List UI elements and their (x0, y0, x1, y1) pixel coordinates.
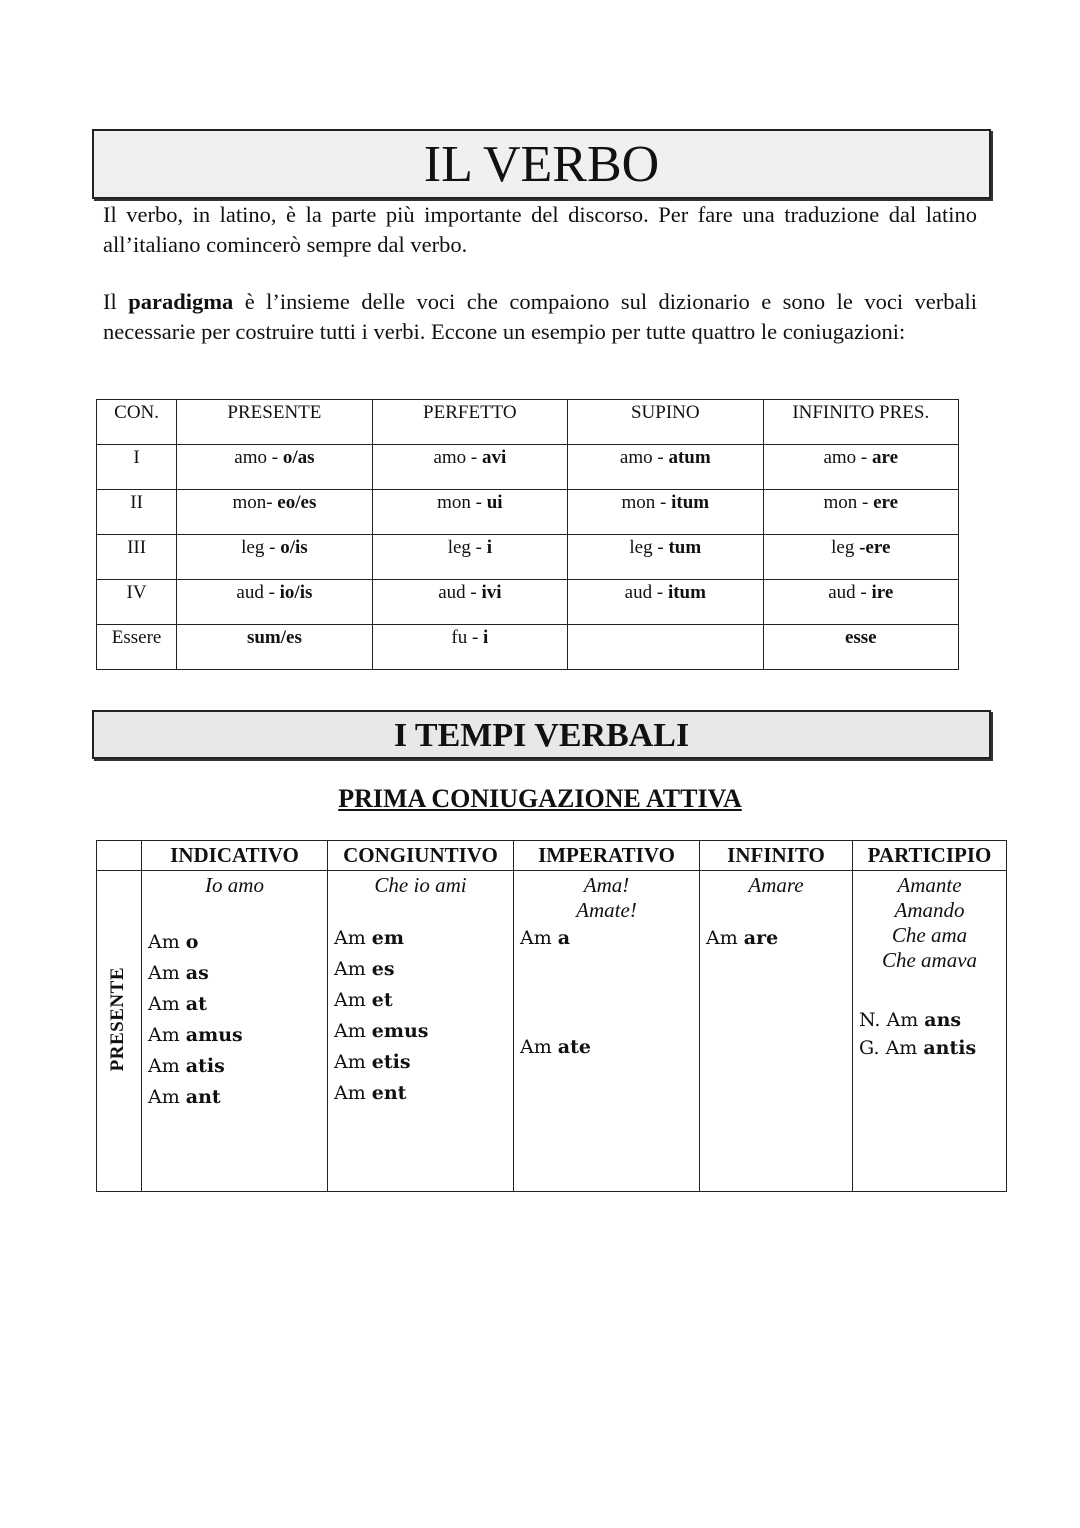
verb-form: Am ate (520, 1036, 591, 1058)
subtitle: PRIMA CONIUGAZIONE ATTIVA (338, 784, 742, 813)
paradigm-cell: leg - tum (568, 535, 763, 580)
intro-paragraph: Il verbo, in latino, è la parte più importante del discorso. Per fare una traduzione dal latino all’italiano comincerò sempre dal verbo. (103, 202, 977, 257)
page-title: IL VERBO (423, 136, 660, 193)
row-label: PRESENTE (107, 967, 128, 1072)
paradigma-pre: Il (103, 289, 129, 314)
header-presente: PRESENTE (177, 400, 372, 445)
title-box (92, 129, 991, 199)
verb-form: G. Am antis (859, 1037, 977, 1059)
paradigm-cell: amo - atum (568, 445, 763, 490)
header-imperativo: IMPERATIVO (514, 841, 700, 871)
imperativo-cell (514, 871, 700, 1192)
verb-form: Am at (148, 993, 207, 1015)
header-participio: PARTICIPIO (853, 841, 1007, 871)
verb-form: Am atis (148, 1055, 225, 1077)
paradigm-cell: amo - o/as (177, 445, 372, 490)
infinito-cell (700, 871, 853, 1192)
paradigm-cell: mon - ui (372, 490, 567, 535)
paradigm-table (96, 399, 959, 670)
paradigm-row (97, 445, 959, 490)
paradigm-cell: amo - are (763, 445, 958, 490)
paradigma-paragraph (103, 287, 977, 346)
con-label: II (97, 490, 177, 535)
verb-forms (328, 923, 513, 1109)
header-supino: SUPINO (568, 400, 763, 445)
paradigm-cell: amo - avi (372, 445, 567, 490)
conjugation-header-row (97, 841, 1007, 871)
translation: Amando (894, 898, 965, 922)
participio-cell (853, 871, 1007, 1192)
verb-forms (142, 927, 327, 1113)
paradigm-cell: mon- eo/es (177, 490, 372, 535)
paradigm-cell (568, 625, 763, 670)
verb-form: Am et (334, 989, 393, 1011)
header-perfetto: PERFETTO (372, 400, 567, 445)
verb-form: Am as (148, 962, 209, 984)
translation: Amare (748, 873, 804, 897)
indicativo-cell (142, 871, 328, 1192)
paradigm-cell: aud - itum (568, 580, 763, 625)
verb-form: Am emus (334, 1020, 429, 1042)
paradigm-cell: mon - ere (763, 490, 958, 535)
paradigm-cell: leg - o/is (177, 535, 372, 580)
corner-cell (97, 841, 142, 871)
header-indicativo: INDICATIVO (142, 841, 328, 871)
paradigma-post: è l’insieme delle voci che compaiono sul dizionario e sono le voci verbali necessarie per costruire tutti i verbi. Eccone un esempio per tutte quattro le coniugazioni: (103, 289, 978, 344)
verb-form: Am are (706, 927, 779, 949)
congiuntivo-cell (328, 871, 514, 1192)
section-title: I TEMPI VERBALI (393, 717, 690, 754)
section-title-box (92, 710, 991, 759)
paradigm-row (97, 535, 959, 580)
paradigm-cell: leg - i (372, 535, 567, 580)
paradigm-cell: esse (763, 625, 958, 670)
paradigm-header-row (97, 400, 959, 445)
con-label: I (97, 445, 177, 490)
verb-form: Am ant (148, 1086, 221, 1108)
header-con: CON. (97, 400, 177, 445)
header-infinito: INFINITO PRES. (763, 400, 958, 445)
verb-form: Am ent (334, 1082, 407, 1104)
translation: Io amo (205, 873, 264, 897)
translation: Ama! (583, 873, 630, 897)
paradigm-row (97, 490, 959, 535)
presente-row (97, 871, 1007, 1192)
paradigm-cell: aud - ivi (372, 580, 567, 625)
paradigm-cell: leg -ere (763, 535, 958, 580)
header-infinito: INFINITO (700, 841, 853, 871)
paradigma-term: paradigma (128, 289, 234, 314)
con-label: IV (97, 580, 177, 625)
verb-form: Am es (334, 958, 395, 980)
paradigm-cell: sum/es (177, 625, 372, 670)
translation: Amante (897, 873, 962, 897)
verb-forms (853, 1006, 1006, 1062)
verb-form: Am a (520, 927, 571, 949)
verb-form: Am em (334, 927, 404, 949)
paradigm-cell: mon - itum (568, 490, 763, 535)
paradigm-cell: aud - io/is (177, 580, 372, 625)
translation: Che amava (881, 948, 978, 972)
header-congiuntivo: CONGIUNTIVO (328, 841, 514, 871)
verb-form: N. Am ans (859, 1009, 962, 1031)
translation: Che ama (891, 923, 968, 947)
paradigm-row (97, 625, 959, 670)
paradigm-row (97, 580, 959, 625)
verb-form: Am amus (148, 1024, 243, 1046)
con-label: Essere (97, 625, 177, 670)
translation: Che io ami (374, 873, 467, 897)
paradigm-cell: aud - ire (763, 580, 958, 625)
verb-form: Am etis (334, 1051, 411, 1073)
conjugation-table (96, 840, 1007, 1192)
verb-form: Am o (148, 931, 199, 953)
translation: Amate! (576, 898, 637, 922)
con-label: III (97, 535, 177, 580)
paradigm-cell: fu - i (372, 625, 567, 670)
row-label-cell (97, 871, 142, 1192)
